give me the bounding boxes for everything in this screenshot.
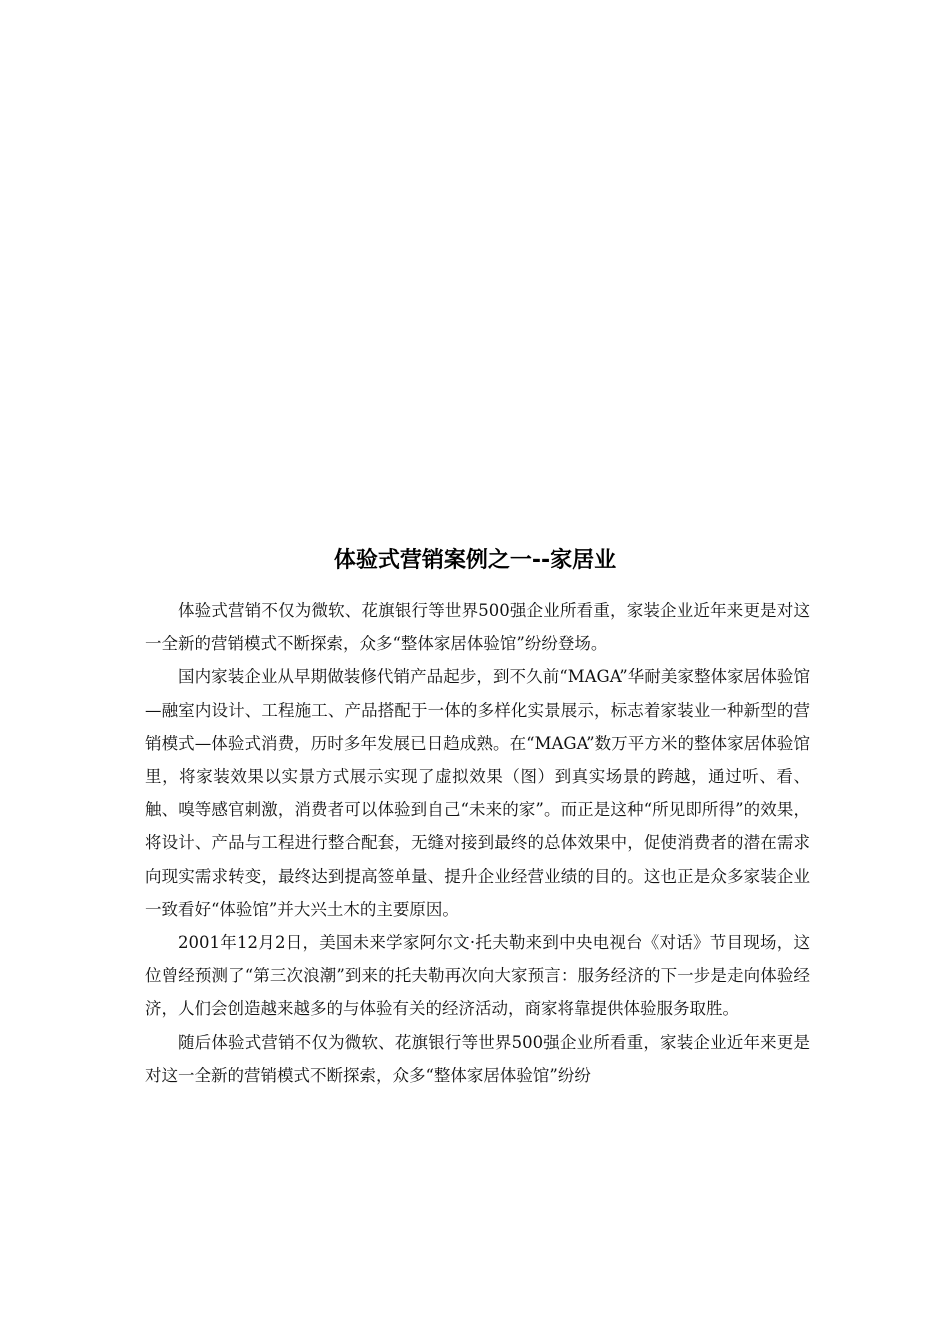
paragraph-3: 2001年12月2日，美国未来学家阿尔文·托夫勒来到中央电视台《对话》节目现场，这位曾经预测了“第三次浪潮”到来的托夫勒再次向大家预言：服务经济的下一步是走向体验经济，人们会创造越来越多的与体验有关的经济活动，商家将靠提供体验服务取胜。: [145, 933, 810, 1019]
paragraph-4: 随后体验式营销不仅为微软、花旗银行等世界500强企业所看重，家装企业近年来更是对这一全新的营销模式不断探索，众多“整体家居体验馆”纷纷: [145, 1032, 810, 1085]
paragraph-1: 体验式营销不仅为微软、花旗银行等世界500强企业所看重，家装企业近年来更是对这一全新的营销模式不断探索，众多“整体家居体验馆”纷纷登场。: [145, 601, 810, 654]
document-body: [145, 594, 810, 1092]
paragraph-2: 国内家装企业从早期做装修代销产品起步，到不久前“MAGA”华耐美家整体家居体验馆—融室内设计、工程施工、产品搭配于一体的多样化实景展示，标志着家装业一种新型的营销模式—体验式消费，历时多年发展已日趋成熟。在“MAGA”数万平方米的整体家居体验馆里，将家装效果以实景方式展示实现了虚拟效果（图）到真实场景的跨越，通过听、看、触、嗅等感官刺激，消费者可以体验到自己“未来的家”。而正是这种“所见即所得”的效果，将设计、产品与工程进行整合配套，无缝对接到最终的总体效果中，促使消费者的潜在需求向现实需求转变，最终达到提高签单量、提升企业经营业绩的目的。这也正是众多家装企业一致看好“体验馆”并大兴土木的主要原因。: [145, 667, 810, 919]
document-title: 体验式营销案例之一--家居业: [333, 548, 617, 573]
